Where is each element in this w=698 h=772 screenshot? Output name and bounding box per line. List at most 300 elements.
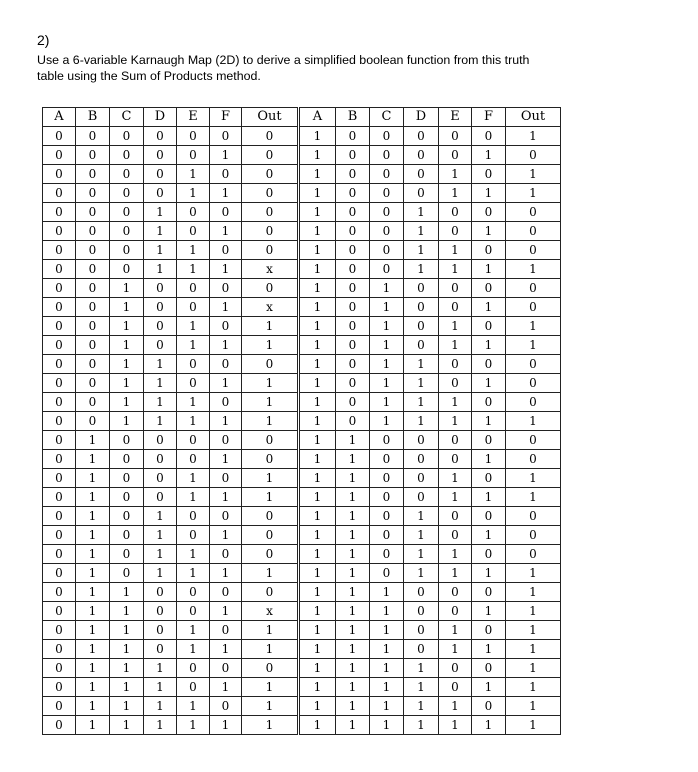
table-cell: 1: [144, 526, 177, 545]
table-cell: 1: [177, 621, 210, 640]
table-cell: 1: [439, 716, 472, 735]
table-cell: 1: [299, 374, 336, 393]
table-cell: 0: [210, 431, 242, 450]
table-cell: 1: [336, 640, 370, 659]
table-cell: 1: [210, 450, 242, 469]
table-cell: 0: [370, 184, 404, 203]
table-cell: 0: [336, 279, 370, 298]
table-cell: 1: [299, 716, 336, 735]
table-cell: 1: [144, 374, 177, 393]
table-cell: 1: [404, 678, 439, 697]
table-cell: 1: [210, 222, 242, 241]
table-cell: 0: [76, 165, 110, 184]
table-cell: 0: [404, 184, 439, 203]
table-cell: 1: [404, 526, 439, 545]
table-row: [43, 279, 561, 298]
table-cell: 0: [370, 260, 404, 279]
table-cell: 0: [144, 488, 177, 507]
table-cell: 1: [299, 260, 336, 279]
table-row: [43, 241, 561, 260]
table-cell: 1: [110, 336, 144, 355]
table-cell: 0: [110, 469, 144, 488]
table-cell: 1: [404, 374, 439, 393]
header-right-col-a: A: [299, 108, 336, 127]
table-cell: 1: [336, 678, 370, 697]
table-cell: 1: [144, 222, 177, 241]
table-cell: 1: [177, 412, 210, 431]
table-cell: 1: [177, 165, 210, 184]
table-cell: 1: [336, 564, 370, 583]
question-number: 2): [37, 32, 50, 48]
table-cell: 1: [472, 374, 506, 393]
table-cell: 0: [472, 431, 506, 450]
table-cell: 0: [144, 469, 177, 488]
table-cell: 1: [210, 260, 242, 279]
table-cell: 1: [439, 241, 472, 260]
table-cell: 0: [370, 146, 404, 165]
table-row: [43, 355, 561, 374]
table-cell: 0: [336, 241, 370, 260]
table-row: [43, 526, 561, 545]
table-cell: 1: [299, 165, 336, 184]
table-cell: 0: [506, 203, 561, 222]
table-cell: 1: [76, 431, 110, 450]
table-row: [43, 716, 561, 735]
table-cell: 0: [110, 507, 144, 526]
table-cell: 1: [370, 298, 404, 317]
table-cell: 1: [370, 678, 404, 697]
table-cell: 1: [439, 697, 472, 716]
table-cell: 0: [404, 165, 439, 184]
table-cell: 1: [299, 450, 336, 469]
table-cell: 0: [336, 165, 370, 184]
table-cell: 1: [144, 507, 177, 526]
table-row: [43, 697, 561, 716]
table-cell: 0: [439, 127, 472, 146]
table-cell: 0: [210, 279, 242, 298]
table-cell: 1: [370, 697, 404, 716]
table-cell: 1: [177, 697, 210, 716]
table-cell: 0: [370, 507, 404, 526]
table-cell: 0: [43, 336, 76, 355]
table-cell: 1: [506, 127, 561, 146]
table-cell: 1: [506, 697, 561, 716]
table-cell: 1: [177, 184, 210, 203]
table-cell: 1: [404, 659, 439, 678]
table-cell: 0: [370, 222, 404, 241]
table-cell: 1: [439, 317, 472, 336]
table-cell: 0: [439, 222, 472, 241]
table-row: [43, 659, 561, 678]
table-cell: 1: [336, 488, 370, 507]
table-cell: 0: [336, 203, 370, 222]
table-cell: 1: [370, 659, 404, 678]
table-cell: 1: [472, 526, 506, 545]
table-cell: 0: [144, 640, 177, 659]
table-cell: 0: [210, 203, 242, 222]
table-cell: 0: [43, 602, 76, 621]
table-cell: 0: [43, 317, 76, 336]
table-cell: 0: [506, 298, 561, 317]
table-cell: 1: [439, 545, 472, 564]
table-cell: 0: [370, 127, 404, 146]
table-cell: 1: [299, 203, 336, 222]
table-cell: 1: [506, 336, 561, 355]
table-row: [43, 602, 561, 621]
table-cell: 0: [177, 507, 210, 526]
table-cell: 0: [336, 184, 370, 203]
table-cell: 0: [177, 279, 210, 298]
table-cell: 1: [76, 621, 110, 640]
table-cell: 1: [210, 184, 242, 203]
table-cell: 0: [43, 716, 76, 735]
table-row: [43, 184, 561, 203]
table-row: [43, 336, 561, 355]
table-cell: 0: [76, 298, 110, 317]
table-cell: 1: [506, 260, 561, 279]
table-cell: 1: [299, 355, 336, 374]
table-cell: 0: [43, 450, 76, 469]
table-cell: 1: [110, 640, 144, 659]
table-cell: 0: [177, 602, 210, 621]
table-cell: 0: [43, 241, 76, 260]
table-cell: 0: [472, 355, 506, 374]
table-cell: 1: [177, 336, 210, 355]
table-cell: 0: [506, 222, 561, 241]
table-row: [43, 203, 561, 222]
table-cell: 0: [43, 431, 76, 450]
table-cell: 1: [439, 621, 472, 640]
table-cell: 1: [242, 317, 299, 336]
table-cell: 0: [439, 279, 472, 298]
table-cell: 0: [404, 640, 439, 659]
table-cell: 0: [177, 374, 210, 393]
table-cell: 1: [299, 507, 336, 526]
table-cell: 0: [506, 146, 561, 165]
table-cell: 0: [177, 583, 210, 602]
table-cell: 0: [472, 697, 506, 716]
table-cell: 1: [144, 260, 177, 279]
table-cell: 0: [210, 583, 242, 602]
table-cell: 1: [242, 564, 299, 583]
table-cell: 1: [144, 393, 177, 412]
table-cell: 0: [43, 507, 76, 526]
table-cell: 0: [242, 355, 299, 374]
table-cell: 0: [210, 545, 242, 564]
table-cell: 0: [210, 317, 242, 336]
table-cell: 1: [370, 621, 404, 640]
table-cell: 0: [43, 469, 76, 488]
table-cell: 1: [472, 564, 506, 583]
table-cell: 0: [506, 431, 561, 450]
table-cell: 0: [210, 355, 242, 374]
table-row: [43, 488, 561, 507]
table-cell: 1: [177, 545, 210, 564]
table-cell: 1: [177, 260, 210, 279]
table-cell: 1: [439, 393, 472, 412]
table-cell: 0: [336, 146, 370, 165]
table-cell: 1: [299, 602, 336, 621]
table-row: [43, 165, 561, 184]
table-cell: 0: [370, 545, 404, 564]
table-cell: 0: [43, 222, 76, 241]
table-cell: 1: [76, 640, 110, 659]
table-cell: 1: [76, 564, 110, 583]
table-cell: 0: [439, 526, 472, 545]
table-cell: 0: [43, 260, 76, 279]
table-cell: 1: [336, 469, 370, 488]
table-cell: 1: [506, 583, 561, 602]
table-row: [43, 507, 561, 526]
table-cell: 0: [506, 393, 561, 412]
table-cell: 0: [110, 526, 144, 545]
table-cell: 1: [472, 336, 506, 355]
table-cell: 0: [177, 450, 210, 469]
table-cell: 0: [110, 450, 144, 469]
table-cell: 0: [210, 165, 242, 184]
table-cell: 0: [210, 507, 242, 526]
table-cell: 0: [242, 203, 299, 222]
table-cell: 1: [76, 450, 110, 469]
table-cell: 1: [472, 602, 506, 621]
table-cell: 1: [299, 469, 336, 488]
table-cell: 1: [76, 526, 110, 545]
table-cell: 0: [242, 450, 299, 469]
table-cell: 0: [76, 374, 110, 393]
table-cell: 0: [472, 317, 506, 336]
table-cell: 0: [144, 583, 177, 602]
table-cell: 0: [404, 602, 439, 621]
table-cell: 1: [210, 640, 242, 659]
table-cell: 1: [299, 697, 336, 716]
table-cell: 0: [242, 279, 299, 298]
table-cell: 0: [472, 469, 506, 488]
header-left-col-d: D: [144, 108, 177, 127]
table-cell: 0: [370, 431, 404, 450]
table-cell: 1: [404, 412, 439, 431]
table-cell: 1: [299, 678, 336, 697]
table-cell: 0: [404, 450, 439, 469]
table-cell: 1: [336, 621, 370, 640]
table-cell: 1: [177, 488, 210, 507]
table-cell: 1: [506, 678, 561, 697]
table-cell: 0: [336, 374, 370, 393]
table-row: [43, 621, 561, 640]
table-cell: 0: [210, 621, 242, 640]
table-cell: 0: [76, 355, 110, 374]
table-cell: 1: [299, 583, 336, 602]
table-cell: 1: [439, 184, 472, 203]
table-cell: 0: [370, 488, 404, 507]
table-cell: 0: [210, 127, 242, 146]
table-row: [43, 298, 561, 317]
table-cell: 1: [370, 412, 404, 431]
table-cell: 0: [43, 393, 76, 412]
table-cell: 0: [370, 241, 404, 260]
header-right-col-d: D: [404, 108, 439, 127]
table-cell: 1: [336, 716, 370, 735]
table-cell: 1: [439, 336, 472, 355]
table-cell: 0: [242, 165, 299, 184]
header-right-col-c: C: [370, 108, 404, 127]
table-cell: 1: [404, 260, 439, 279]
header-left-col-c: C: [110, 108, 144, 127]
table-cell: 0: [177, 678, 210, 697]
table-cell: 1: [506, 469, 561, 488]
table-cell: 1: [299, 488, 336, 507]
table-cell: 1: [110, 355, 144, 374]
table-row: [43, 431, 561, 450]
header-right-col-out: Out: [506, 108, 561, 127]
table-cell: 0: [370, 203, 404, 222]
table-cell: 1: [110, 412, 144, 431]
table-cell: 0: [404, 431, 439, 450]
table-cell: 1: [110, 602, 144, 621]
table-cell: 1: [472, 222, 506, 241]
table-cell: 0: [506, 545, 561, 564]
prompt-line-1: Use a 6-variable Karnaugh Map (2D) to derive a simplified boolean function from this truth: [37, 53, 530, 67]
table-cell: 0: [336, 336, 370, 355]
table-cell: 0: [76, 260, 110, 279]
table-row: [43, 450, 561, 469]
table-cell: 1: [439, 469, 472, 488]
table-cell: 0: [242, 659, 299, 678]
table-cell: 0: [43, 146, 76, 165]
table-cell: 0: [210, 469, 242, 488]
table-cell: 1: [110, 317, 144, 336]
table-cell: 1: [177, 469, 210, 488]
table-cell: 0: [43, 545, 76, 564]
table-cell: 0: [144, 279, 177, 298]
table-cell: 0: [144, 450, 177, 469]
table-cell: 0: [336, 412, 370, 431]
table-cell: 0: [242, 583, 299, 602]
table-cell: 1: [336, 450, 370, 469]
table-cell: 1: [506, 621, 561, 640]
table-cell: 1: [210, 716, 242, 735]
table-cell: 1: [299, 336, 336, 355]
table-cell: 0: [404, 488, 439, 507]
table-cell: 1: [242, 697, 299, 716]
table-cell: 0: [110, 431, 144, 450]
table-cell: 1: [404, 564, 439, 583]
table-cell: 1: [110, 697, 144, 716]
table-cell: 1: [110, 279, 144, 298]
table-cell: 1: [472, 450, 506, 469]
table-cell: 0: [43, 127, 76, 146]
table-cell: 0: [43, 279, 76, 298]
table-cell: 1: [76, 659, 110, 678]
header-right-col-b: B: [336, 108, 370, 127]
table-cell: 0: [76, 336, 110, 355]
table-cell: 0: [242, 222, 299, 241]
table-cell: 0: [43, 697, 76, 716]
table-row: [43, 222, 561, 241]
table-cell: 1: [472, 640, 506, 659]
table-cell: 1: [299, 393, 336, 412]
table-cell: 0: [404, 317, 439, 336]
table-cell: 1: [299, 241, 336, 260]
table-row: [43, 545, 561, 564]
table-cell: 0: [76, 184, 110, 203]
table-cell: 0: [43, 488, 76, 507]
table-cell: 0: [177, 127, 210, 146]
table-cell: 0: [210, 659, 242, 678]
header-left-col-e: E: [177, 108, 210, 127]
table-cell: 1: [76, 602, 110, 621]
table-cell: 0: [404, 583, 439, 602]
table-cell: x: [242, 260, 299, 279]
table-cell: 0: [177, 146, 210, 165]
table-cell: 0: [439, 203, 472, 222]
table-cell: 0: [43, 583, 76, 602]
table-cell: 0: [506, 279, 561, 298]
table-cell: 1: [242, 336, 299, 355]
table-cell: 1: [299, 222, 336, 241]
table-row: [43, 583, 561, 602]
table-cell: 1: [242, 488, 299, 507]
table-cell: 0: [177, 355, 210, 374]
table-cell: 0: [336, 317, 370, 336]
table-cell: 1: [472, 298, 506, 317]
table-cell: 1: [210, 564, 242, 583]
header-left-col-out: Out: [242, 108, 299, 127]
table-cell: 1: [144, 203, 177, 222]
table-cell: 0: [336, 393, 370, 412]
table-cell: 0: [110, 222, 144, 241]
table-cell: 1: [506, 317, 561, 336]
table-cell: 1: [110, 678, 144, 697]
table-cell: 1: [506, 412, 561, 431]
table-cell: 0: [506, 450, 561, 469]
table-cell: 0: [439, 146, 472, 165]
table-cell: 0: [506, 241, 561, 260]
table-cell: 1: [210, 602, 242, 621]
table-cell: 0: [242, 127, 299, 146]
table-cell: 0: [43, 165, 76, 184]
table-cell: 0: [76, 222, 110, 241]
table-cell: 0: [110, 241, 144, 260]
table-cell: 1: [370, 279, 404, 298]
table-cell: 0: [506, 374, 561, 393]
table-cell: 1: [299, 545, 336, 564]
table-cell: 0: [76, 146, 110, 165]
table-cell: 1: [210, 488, 242, 507]
table-cell: 0: [43, 640, 76, 659]
table-cell: 0: [76, 279, 110, 298]
table-cell: 1: [336, 697, 370, 716]
table-cell: 1: [299, 279, 336, 298]
table-cell: 0: [144, 621, 177, 640]
table-row: [43, 127, 561, 146]
table-cell: 0: [242, 146, 299, 165]
table-cell: 1: [472, 260, 506, 279]
table-cell: 1: [299, 412, 336, 431]
table-cell: 1: [76, 716, 110, 735]
table-cell: 0: [76, 127, 110, 146]
table-cell: 1: [210, 412, 242, 431]
table-cell: 1: [299, 659, 336, 678]
table-cell: 0: [177, 526, 210, 545]
table-cell: 0: [472, 127, 506, 146]
table-cell: 1: [242, 469, 299, 488]
table-cell: 0: [242, 184, 299, 203]
table-cell: 1: [336, 659, 370, 678]
table-cell: 1: [299, 127, 336, 146]
table-cell: 1: [370, 393, 404, 412]
header-row: [43, 108, 561, 127]
table-cell: 1: [506, 640, 561, 659]
